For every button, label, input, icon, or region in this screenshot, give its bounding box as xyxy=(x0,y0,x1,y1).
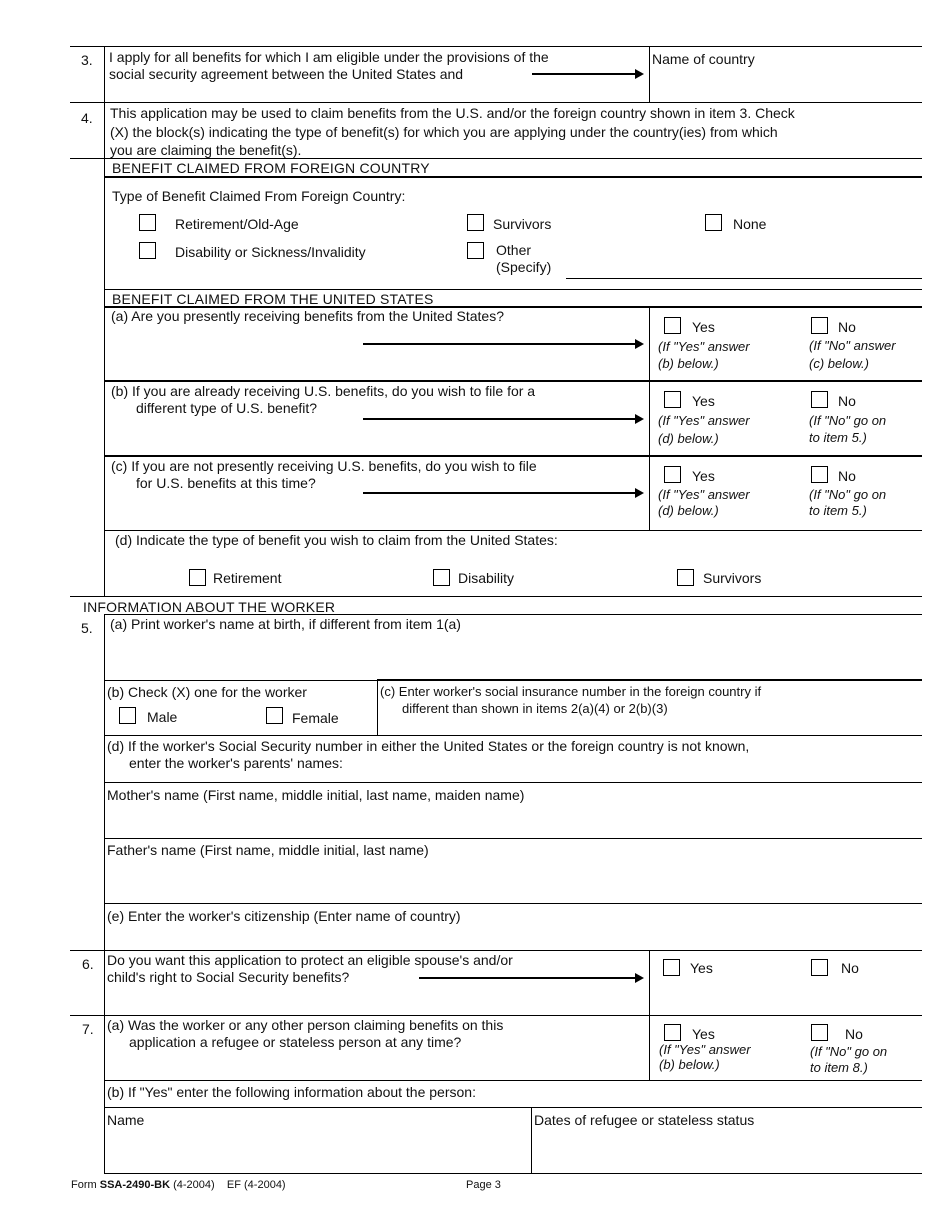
worker-bc-bottom-rule xyxy=(104,735,922,736)
us-a-yes-checkbox[interactable] xyxy=(664,317,681,334)
item6-yes-checkbox[interactable] xyxy=(663,959,680,976)
item7-person-name-field[interactable] xyxy=(108,1131,528,1171)
us-d-disability-checkbox[interactable] xyxy=(433,569,450,586)
foreign-survivors-checkbox[interactable] xyxy=(467,214,484,231)
foreign-other-specify-line[interactable] xyxy=(566,278,922,279)
item7-no-label: No xyxy=(845,1026,863,1042)
foreign-specify-label: (Specify) xyxy=(496,259,552,275)
us-c-no-note1: (If "No" go on xyxy=(809,487,887,502)
foreign-retirement-label: Retirement/Old-Age xyxy=(175,216,299,232)
item7-number: 7. xyxy=(82,1021,94,1037)
item3-number: 3. xyxy=(81,52,93,68)
item3-country-label: Name of country xyxy=(652,51,755,67)
foreign-header-top-rule xyxy=(104,158,922,159)
us-b-yes-note1: (If "Yes" answer xyxy=(658,413,750,428)
us-a-no-note2: (c) below.) xyxy=(809,356,869,371)
us-a-question: (a) Are you presently receiving benefits from the United States? xyxy=(111,308,504,324)
us-c-arrow xyxy=(363,492,642,494)
worker-father-name-field[interactable] xyxy=(108,861,918,901)
item4-top-rule xyxy=(70,102,922,103)
worker-header-top-rule xyxy=(70,596,922,597)
us-c-no-checkbox[interactable] xyxy=(811,466,828,483)
us-b-yes-checkbox[interactable] xyxy=(664,391,681,408)
worker-d-label-line2: enter the worker's parents' names: xyxy=(129,755,343,771)
worker-female-checkbox[interactable] xyxy=(266,707,283,724)
item7-dates-field[interactable] xyxy=(535,1131,918,1171)
item7-yes-checkbox[interactable] xyxy=(664,1024,681,1041)
us-a-arrow xyxy=(363,343,642,345)
us-b-no-label: No xyxy=(838,393,856,409)
us-a-yes-note2: (b) below.) xyxy=(658,356,719,371)
form-id: SSA-2490-BK xyxy=(99,1179,171,1191)
us-c-yes-note1: (If "Yes" answer xyxy=(658,487,750,502)
item6-line2: child's right to Social Security benefits? xyxy=(107,969,350,985)
worker-father-label: Father's name (First name, middle initial, last name) xyxy=(107,842,429,858)
item7-a-line1: (a) Was the worker or any other person claiming benefits on this xyxy=(107,1017,504,1033)
item7-left-rule xyxy=(104,1015,105,1173)
foreign-type-label: Type of Benefit Claimed From Foreign Country: xyxy=(112,188,406,204)
item7-no-note2: to item 8.) xyxy=(810,1060,868,1075)
us-b-no-note1: (If "No" go on xyxy=(809,413,887,428)
us-a-no-label: No xyxy=(838,319,856,335)
worker-mother-name-field[interactable] xyxy=(108,806,918,836)
us-b-bottom-rule xyxy=(104,455,922,457)
us-d-retirement-checkbox[interactable] xyxy=(189,569,206,586)
foreign-disability-checkbox[interactable] xyxy=(139,242,156,259)
item7-no-checkbox[interactable] xyxy=(811,1024,828,1041)
item4-number: 4. xyxy=(81,110,93,126)
item7-table-divider xyxy=(531,1107,532,1173)
us-d-survivors-checkbox[interactable] xyxy=(677,569,694,586)
item6-left-rule xyxy=(104,950,105,1015)
foreign-header-bottom-rule xyxy=(104,176,922,178)
item7-yes-label: Yes xyxy=(692,1026,715,1042)
item3-country-field[interactable] xyxy=(652,72,920,100)
item7-top-rule xyxy=(70,1015,922,1016)
item6-top-rule xyxy=(70,950,922,951)
us-c-no-note2: to item 5.) xyxy=(809,503,867,518)
worker-b-label: (b) Check (X) one for the worker xyxy=(107,684,307,700)
foreign-disability-label: Disability or Sickness/Invalidity xyxy=(175,244,366,260)
foreign-none-label: None xyxy=(733,216,767,232)
foreign-other-checkbox[interactable] xyxy=(467,242,484,259)
worker-father-top-rule xyxy=(104,838,922,839)
item6-yes-label: Yes xyxy=(690,960,713,976)
us-c-yes-note2: (d) below.) xyxy=(658,503,719,518)
us-answer-divider xyxy=(649,306,650,531)
form-date: (4-2004) EF (4-2004) xyxy=(170,1179,286,1191)
item6-line1: Do you want this application to protect an eligible spouse's and/or xyxy=(107,952,513,968)
foreign-retirement-checkbox[interactable] xyxy=(139,214,156,231)
item7-yes-note2: (b) below.) xyxy=(659,1057,720,1072)
item6-number: 6. xyxy=(82,956,94,972)
worker-citizenship-top-rule xyxy=(104,903,922,904)
form-identifier xyxy=(71,1179,286,1191)
item7-no-note1: (If "No" go on xyxy=(810,1044,888,1059)
item3-left-rule xyxy=(104,46,105,102)
worker-mother-label: Mother's name (First name, middle initial, last name, maiden name) xyxy=(107,787,525,803)
us-b-no-checkbox[interactable] xyxy=(811,391,828,408)
worker-male-checkbox[interactable] xyxy=(119,707,136,724)
us-c-question-line2: for U.S. benefits at this time? xyxy=(136,475,316,491)
worker-a-label: (a) Print worker's name at birth, if different from item 1(a) xyxy=(110,616,461,632)
item6-answer-divider xyxy=(649,950,650,1015)
us-header-top-rule xyxy=(104,289,922,290)
item4-number-rule xyxy=(70,158,105,159)
worker-c-label-line1: (c) Enter worker's social insurance number in the foreign country if xyxy=(380,684,762,699)
us-a-yes-label: Yes xyxy=(692,319,715,335)
worker-header-bottom-rule xyxy=(104,614,922,615)
us-d-disability-label: Disability xyxy=(458,570,515,586)
foreign-other-label: Other xyxy=(496,242,532,258)
worker-c-top-rule xyxy=(377,679,922,681)
item6-no-checkbox[interactable] xyxy=(811,959,828,976)
worker-birth-name-field[interactable] xyxy=(108,636,918,678)
item3-country-divider xyxy=(649,46,650,102)
us-c-yes-label: Yes xyxy=(692,468,715,484)
item4-line1: This application may be used to claim benefits from the U.S. and/or the foreign country shown in item 3. Check xyxy=(110,105,795,121)
worker-e-label: (e) Enter the worker's citizenship (Enter name of country) xyxy=(107,908,461,924)
item7-answer-divider xyxy=(649,1015,650,1080)
item7-a-line2: application a refugee or stateless person at any time? xyxy=(129,1034,462,1050)
item6-no-label: No xyxy=(841,960,859,976)
us-a-no-checkbox[interactable] xyxy=(811,317,828,334)
us-c-question-line1: (c) If you are not presently receiving U.S. benefits, do you wish to file xyxy=(111,458,537,474)
us-b-no-note2: to item 5.) xyxy=(809,430,867,445)
item6-arrow xyxy=(419,977,642,979)
worker-section-header: INFORMATION ABOUT THE WORKER xyxy=(83,599,336,615)
worker-female-label: Female xyxy=(292,710,339,726)
item3-arrow xyxy=(532,73,642,75)
us-b-question-line1: (b) If you are already receiving U.S. benefits, do you wish to file for a xyxy=(111,383,536,399)
us-section-header: BENEFIT CLAIMED FROM THE UNITED STATES xyxy=(112,291,434,307)
worker-male-label: Male xyxy=(147,709,178,725)
us-b-arrow xyxy=(363,418,642,420)
item3-text-line1: I apply for all benefits for which I am eligible under the provisions of the xyxy=(109,49,549,65)
foreign-section-header: BENEFIT CLAIMED FROM FOREIGN COUNTRY xyxy=(112,160,430,176)
us-d-question: (d) Indicate the type of benefit you wish to claim from the United States: xyxy=(115,532,558,548)
item4-line3: you are claiming the benefit(s). xyxy=(110,142,302,158)
page-number: Page 3 xyxy=(466,1179,501,1191)
item7-table-bottom-rule xyxy=(104,1173,922,1174)
worker-insurance-number-field[interactable] xyxy=(382,718,918,733)
us-b-question-line2: different type of U.S. benefit? xyxy=(136,400,318,416)
us-a-no-note1: (If "No" answer xyxy=(809,338,896,353)
worker-mother-top-rule xyxy=(104,782,922,783)
us-b-yes-note2: (d) below.) xyxy=(658,431,719,446)
item3-top-rule xyxy=(70,46,922,47)
item7-name-label: Name xyxy=(107,1112,145,1128)
foreign-survivors-label: Survivors xyxy=(493,216,552,232)
us-b-yes-label: Yes xyxy=(692,393,715,409)
us-a-bottom-rule xyxy=(104,380,922,382)
us-a-yes-note1: (If "Yes" answer xyxy=(658,339,750,354)
item7-table-top-rule xyxy=(104,1107,922,1108)
item3-text-line2: social security agreement between the United States and xyxy=(109,66,464,82)
us-c-yes-checkbox[interactable] xyxy=(664,466,681,483)
worker-bc-divider xyxy=(377,680,378,735)
us-d-survivors-label: Survivors xyxy=(703,570,762,586)
worker-c-label-line2: different than shown in items 2(a)(4) or 2(b)(3) xyxy=(402,701,668,716)
us-c-no-label: No xyxy=(838,468,856,484)
us-d-retirement-label: Retirement xyxy=(213,570,282,586)
item7-a-bottom-rule xyxy=(104,1080,922,1081)
worker-d-label-line1: (d) If the worker's Social Security number in either the United States or the foreign country is not known, xyxy=(107,738,750,754)
worker-citizenship-field[interactable] xyxy=(108,927,918,948)
item7-dates-label: Dates of refugee or stateless status xyxy=(534,1112,755,1128)
us-c-bottom-rule xyxy=(104,530,922,531)
item5-number: 5. xyxy=(81,620,93,636)
form-prefix: Form xyxy=(71,1179,100,1191)
item7-yes-note1: (If "Yes" answer xyxy=(659,1042,751,1057)
item4-line2: (X) the block(s) indicating the type of benefit(s) for which you are applying under the country(ies) from which xyxy=(110,124,778,140)
foreign-none-checkbox[interactable] xyxy=(705,214,722,231)
item7-b-label: (b) If "Yes" enter the following information about the person: xyxy=(107,1084,476,1100)
